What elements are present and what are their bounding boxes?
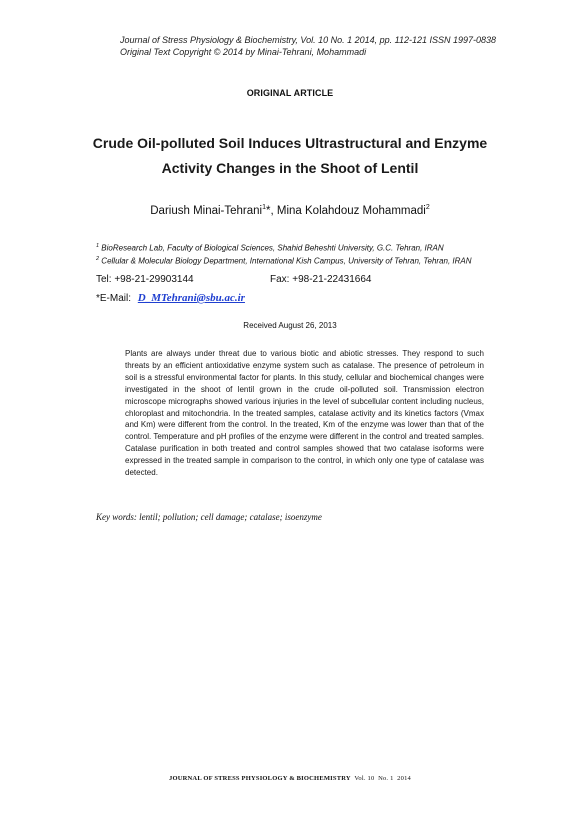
affiliation-1-text: BioResearch Lab, Faculty of Biological Sciences, Shahid Beheshti University, G.C. Tehran, IRAN	[99, 243, 444, 253]
affiliation-2-mark: 2	[96, 256, 100, 262]
running-header	[120, 34, 496, 58]
author-list	[0, 204, 580, 217]
fax: Fax: +98-21-22431664	[270, 274, 372, 285]
affiliation-2-text: Cellular & Molecular Biology Department, International Kish Campus, University of Tehran, Tehran, IRAN	[99, 256, 472, 266]
author-1: Dariush Minai-Tehrani	[150, 204, 263, 217]
abstract-text: Plants are always under threat due to various biotic and abiotic stresses. They respond to such threats by an efficient antioxidative enzyme system such as catalase. The presence of petroleum in soil is a stressful environmental factor for plants. In this study, cellular and biochemical changes were investigated in the shoot of lentil grown in the crude oil-polluted soil. Transmission electron microscope micrographs showed various injuries in the level of subcellular content including nucleus, chloroplast and mitochondria. In the treated samples, catalase activity and its kinetics factors (Vmax and Km) were different from the control. In the treated, Km of the enzyme was lower than that of the control. Temperature and pH profiles of the enzyme were different in the control and treated samples. Catalase purification in both treated and control samples showed that two catalase isoforms were expressed in the treated sample in comparison to the control, in which only one type of catalase was detected.	[125, 349, 484, 478]
email-label: *E-Mail:	[96, 293, 132, 304]
corresponding-mark: *,	[266, 204, 277, 217]
footer-issue: Vol. 10 No. 1 2014	[350, 775, 411, 782]
author-2-affil-mark: 2	[425, 204, 430, 211]
footer-journal: JOURNAL OF STRESS PHYSIOLOGY & BIOCHEMISTRY	[169, 775, 351, 782]
keywords: Key words: lentil; pollution; cell damage; catalase; isoenzyme	[96, 512, 322, 522]
journal-citation: Journal of Stress Physiology & Biochemistry, Vol. 10 No. 1 2014, pp. 112-121 ISSN 1997-0838	[120, 35, 497, 45]
email-link[interactable]: D_MTehrani@sbu.ac.ir	[137, 292, 245, 304]
page-footer	[0, 775, 580, 782]
copyright-line: Original Text Copyright © 2014 by Minai-Tehrani, Mohammadi	[120, 47, 367, 57]
received-date: Received August 26, 2013	[243, 321, 337, 330]
author-2: Mina Kolahdouz Mohammadi	[276, 204, 426, 217]
telephone: Tel: +98-21-29903144	[96, 274, 194, 285]
email-line	[96, 292, 245, 304]
title-line-2: Activity Changes in the Shoot of Lentil	[161, 160, 419, 176]
paper-title	[60, 131, 520, 181]
author-1-affil-mark: 1	[262, 204, 267, 211]
article-type: ORIGINAL ARTICLE	[246, 88, 334, 98]
affiliation-1-mark: 1	[96, 243, 100, 249]
affiliation-2	[96, 256, 556, 266]
affiliation-1	[96, 243, 556, 253]
title-line-1: Crude Oil-polluted Soil Induces Ultrastructural and Enzyme	[92, 135, 488, 151]
